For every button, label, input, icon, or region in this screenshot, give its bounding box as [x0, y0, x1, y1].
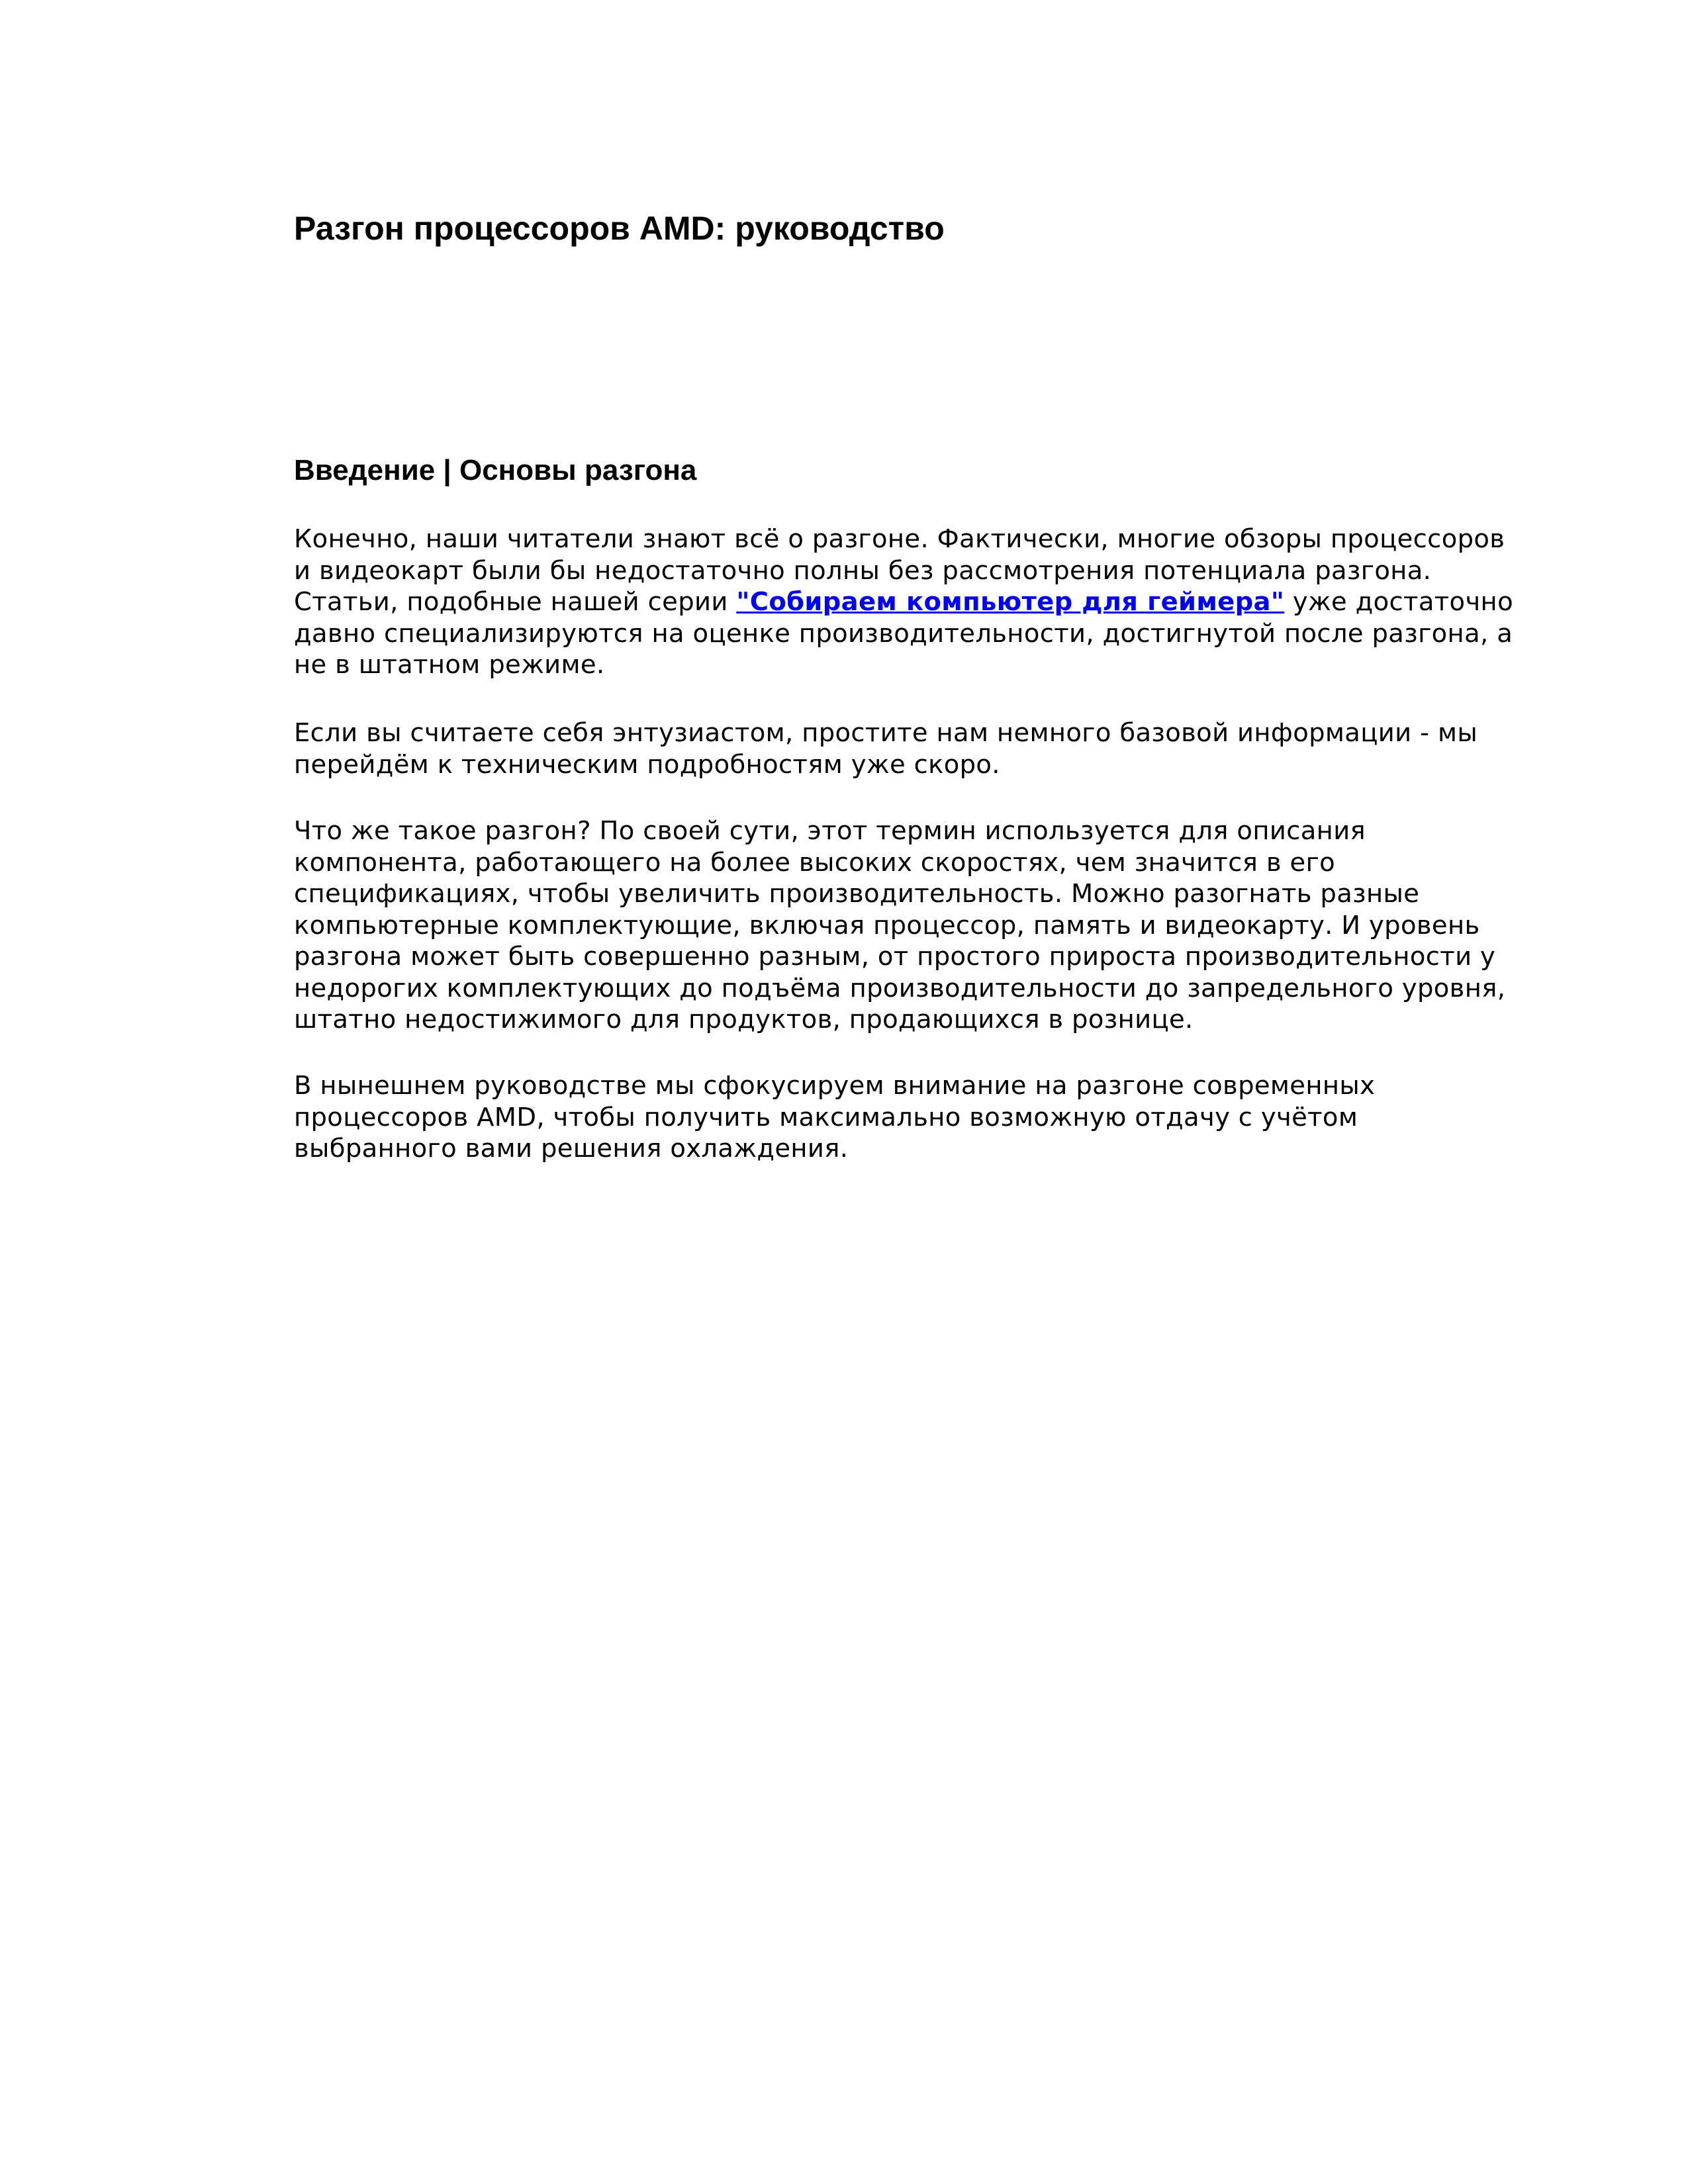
paragraph-line: компонента, работающего на более высоких скоростях, чем значится в его [294, 847, 1336, 878]
paragraph-line: спецификациях, чтобы увеличить производительность. Можно разогнать разные [294, 879, 1420, 909]
paragraph-line: выбранного вами решения охлаждения. [294, 1134, 849, 1163]
section-heading: Введение | Основы разгона [294, 454, 697, 486]
paragraph-guide-focus [294, 1070, 1505, 1165]
paragraph-line-with-link [294, 586, 1513, 618]
paragraph-line: и видеокарт были бы недостаточно полны без рассмотрения потенциала разгона. [294, 555, 1432, 586]
gamer-pc-series-link[interactable]: "Собираем компьютер для геймера" [736, 587, 1285, 617]
paragraph-line: В нынешнем руководстве мы сфокусируем внимание на разгоне современных [294, 1071, 1376, 1101]
paragraph-line: штатно недостижимого для продуктов, продающихся в рознице. [294, 1005, 1194, 1034]
paragraph-line: перейдём к техническим подробностям уже скоро. [294, 749, 1000, 780]
paragraph-line: недорогих комплектующих до подъёма производительности до запредельного уровня, [294, 973, 1506, 1003]
paragraph-line: разгона может быть совершенно разным, от простого прироста производительности у [294, 942, 1496, 972]
paragraph-line: не в штатном режиме. [294, 650, 605, 680]
text-after-link: уже достаточно [1284, 587, 1513, 617]
paragraph-line: Если вы считаете себя энтузиастом, простите нам немного базовой информации - мы [294, 718, 1478, 748]
paragraph-line: давно специализируются на оценке производительности, достигнутой после разгона, а [294, 618, 1513, 649]
paragraph-line: компьютерные комплектующие, включая процессор, память и видеокарту. И уровень [294, 910, 1480, 940]
paragraph-enthusiast [294, 717, 1505, 780]
paragraph-intro [294, 523, 1513, 681]
paragraph-line: Конечно, наши читатели знают всё о разгоне. Фактически, многие обзоры процессоров [294, 524, 1505, 554]
text-before-link: Статьи, подобные нашей серии [294, 587, 737, 617]
paragraph-line: Что же такое разгон? По своей сути, этот термин используется для описания [294, 816, 1366, 846]
page-title: Разгон процессоров AMD: руководство [294, 210, 945, 247]
paragraph-definition [294, 815, 1505, 1036]
paragraph-line: процессоров AMD, чтобы получить максимально возможную отдачу с учётом [294, 1102, 1358, 1132]
